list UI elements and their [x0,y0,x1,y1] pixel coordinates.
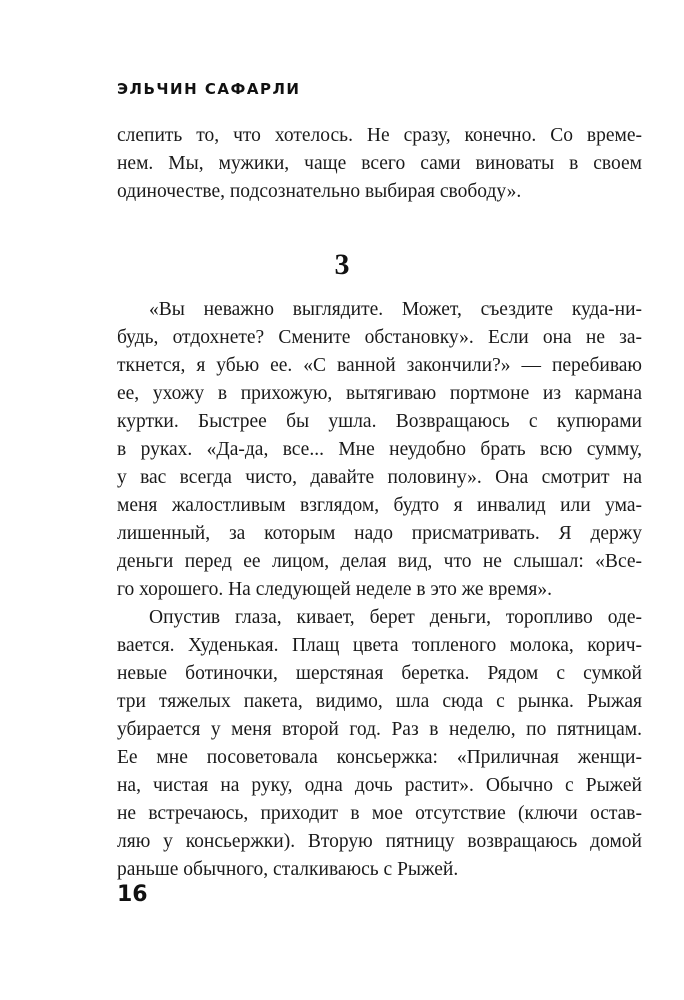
page-number: 16 [117,882,148,907]
text-line: в руках. «Да-да, все... Мне неудобно брать всю сумму, [117,439,642,460]
text-line: нем. Мы, мужики, чаще всего сами виноваты в своем [117,153,642,174]
text-line: три тяжелых пакета, видимо, шла сюда с рынка. Рыжая [117,691,642,712]
text-line: слепить то, что хотелось. Не сразу, конечно. Со време- [117,125,642,146]
text-line: ляю у консьержки). Вторую пятницу возвращаюсь домой [117,831,642,852]
text-line: «Вы неважно выглядите. Может, съездите куда-ни- [149,299,642,320]
running-head-author: ЭЛЬЧИН САФАРЛИ [117,80,301,98]
text-line: Ее мне посоветовала консьержка: «Приличная женщи- [117,747,642,768]
text-line: одиночестве, подсознательно выбирая свободу». [117,181,522,202]
text-line: вается. Худенькая. Плащ цвета топленого молока, корич- [117,635,642,656]
text-line: у вас всегда чисто, давайте половину». Она смотрит на [117,467,642,488]
text-line: не встречаюсь, приходит в мое отсутствие (ключи остав- [117,803,642,824]
text-line: ткнется, я убью ее. «С ванной закончили?» — перебиваю [117,355,642,376]
chapter-number: 3 [334,248,350,281]
text-line: лишенный, за которым надо присматривать. Я держу [117,523,642,544]
text-line: деньги перед ее лицом, делая вид, что не слышал: «Все- [117,551,642,572]
text-line: Опустив глаза, кивает, берет деньги, торопливо оде- [149,607,642,628]
text-line: на, чистая на руку, одна дочь растит». Обычно с Рыжей [117,775,642,796]
text-line: раньше обычного, сталкиваюсь с Рыжей. [117,859,459,880]
text-line: ее, ухожу в прихожую, вытягиваю портмоне из кармана [117,383,642,404]
text-line: будь, отдохнете? Смените обстановку». Если она не за- [117,327,642,348]
text-line: куртки. Быстрее бы ушла. Возвращаюсь с купюрами [117,411,642,432]
text-line: меня жалостливым взглядом, будто я инвалид или ума- [117,495,642,516]
text-line: убирается у меня второй год. Раз в неделю, по пятницам. [117,719,642,740]
text-line: невые ботиночки, шерстяная беретка. Рядом с сумкой [117,663,642,684]
text-line: го хорошего. На следующей неделе в это же время». [117,579,552,600]
